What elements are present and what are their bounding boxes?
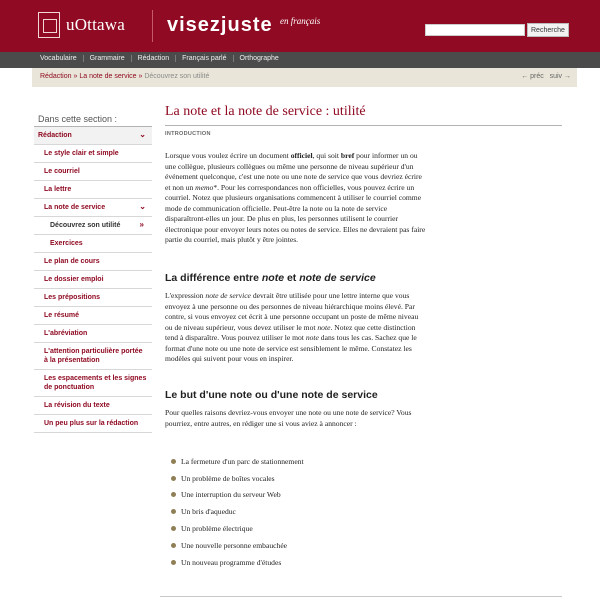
nav-grammaire[interactable]: Grammaire: [84, 55, 132, 62]
bullet-icon: [171, 459, 176, 464]
search-button[interactable]: Recherche: [527, 23, 569, 37]
next-link[interactable]: suiv →: [549, 73, 571, 80]
sidebar-item-label: Le courriel: [44, 168, 80, 175]
nav-redaction[interactable]: Rédaction: [132, 55, 177, 62]
text-run: *. Pour les correspondances non officielles, vous pouvez écrire un courriel. Notez que plusieurs organisations commencent à utiliser le courriel comme mode de communication officielle. Peut-être la note ou la note de service disparaîtront-elles un jour. De plus en plus, les personnes utilisent le courrier électronique pour envoyer leurs notes ou notes de service. Elles ne devraient pas faire partie du courriel, mais plutôt y être jointes.: [165, 182, 426, 244]
list-item-text: Un bris d'aqueduc: [181, 507, 236, 517]
list-item-text: Un problème de boîtes vocales: [181, 473, 275, 483]
list-item: [171, 554, 304, 571]
heading-difference: [165, 272, 376, 284]
sidebar-item[interactable]: [34, 217, 152, 235]
sidebar-item-label: La note de service: [44, 204, 106, 211]
crest-icon: [38, 12, 60, 38]
section-label: INTRODUCTION: [165, 131, 211, 137]
sidebar-item[interactable]: [34, 325, 152, 343]
text-run: note de service: [205, 291, 251, 300]
footer-rule: [160, 596, 562, 597]
breadcrumb-bar: [32, 68, 577, 87]
search-input[interactable]: [425, 24, 525, 36]
sidebar-item-label: Le résumé: [44, 312, 80, 319]
sidebar-item[interactable]: [34, 199, 152, 217]
prev-link[interactable]: ← préc: [521, 73, 544, 80]
text-run: Lorsque vous voulez écrire un document: [165, 151, 291, 160]
chevron-down-icon: ⌄: [139, 202, 146, 211]
text-run: note: [261, 272, 285, 284]
sidebar-item[interactable]: [34, 235, 152, 253]
sidebar: [34, 127, 152, 433]
list-item-text: Un problème électrique: [181, 524, 253, 534]
text-run: note: [305, 333, 319, 342]
text-run: note de service: [299, 272, 376, 284]
sidebar-item-label: Le plan de cours: [44, 258, 100, 265]
sidebar-item[interactable]: [34, 181, 152, 199]
list-item: [171, 487, 304, 504]
bullet-icon: [171, 526, 176, 531]
sidebar-title: Dans cette section :: [38, 114, 118, 124]
sidebar-item-label: Rédaction: [38, 132, 72, 139]
sidebar-item[interactable]: [34, 253, 152, 271]
nav-vocabulaire[interactable]: Vocabulaire: [40, 55, 84, 62]
difference-paragraph: [165, 291, 427, 365]
list-item: [171, 470, 304, 487]
sidebar-item-label: Les espacements et les signes de ponctuation: [44, 375, 147, 391]
text-run: officiel: [290, 151, 313, 160]
heading-purpose: Le but d'une note ou d'une note de service: [165, 389, 378, 401]
bullet-icon: [171, 509, 176, 514]
sidebar-item-label: Découvrez son utilité: [50, 222, 121, 229]
text-run: note: [317, 322, 331, 332]
text-run: La différence entre: [165, 272, 262, 284]
intro-paragraph: [165, 151, 427, 246]
list-item: [171, 453, 304, 470]
bullet-icon: [171, 476, 176, 481]
sidebar-item[interactable]: [34, 343, 152, 370]
sidebar-item-label: Exercices: [50, 240, 83, 247]
sidebar-item[interactable]: [34, 397, 152, 415]
sidebar-item[interactable]: [34, 307, 152, 325]
text-run: memo: [195, 182, 214, 192]
sidebar-item-label: Les prépositions: [44, 294, 101, 301]
breadcrumb-separator: »: [73, 73, 78, 80]
sidebar-item[interactable]: [34, 370, 152, 397]
text-run: et: [284, 272, 300, 284]
title-rule: [165, 125, 562, 126]
sidebar-item[interactable]: [34, 415, 152, 433]
text-run: . Notez que cette distinction tend à disparaître. Vous pouvez utiliser le mot: [165, 322, 416, 342]
current-arrow-icon: »: [139, 220, 144, 229]
bullet-icon: [171, 543, 176, 548]
sidebar-item[interactable]: [34, 127, 152, 145]
sidebar-item-label: La révision du texte: [44, 402, 110, 409]
main-nav: [0, 52, 600, 68]
list-item: [171, 503, 304, 520]
brand-logo[interactable]: visezjuste: [167, 14, 273, 36]
text-run: devrait être utilisée pour une lettre interne que vous envoyez à une personne ou des personnes de niveau hiérarchique moins élevé. Par contre, si vous envoyez cet écrit à une personne occupant un poste de même niveau ou de niveau supérieur, vous devez utiliser le mot: [165, 291, 419, 332]
sidebar-item-label: Le style clair et simple: [44, 150, 119, 157]
sidebar-item-label: L'abréviation: [44, 330, 88, 337]
list-item-text: Une interruption du serveur Web: [181, 490, 281, 500]
sidebar-item[interactable]: [34, 289, 152, 307]
sidebar-item[interactable]: [34, 271, 152, 289]
sidebar-item-label: Le dossier emploi: [44, 276, 104, 283]
sidebar-item-label: Un peu plus sur la rédaction: [44, 420, 139, 427]
sidebar-item[interactable]: [34, 163, 152, 181]
text-run: pour informer un ou une collègue, plusieurs collègues ou même une personne de niveau supérieur d'un événement quelconque, c'est une note ou une note de service que vous devriez écrire et non un: [165, 151, 422, 192]
brand-subtitle: en français: [280, 16, 321, 26]
breadcrumb-note-de-service[interactable]: La note de service: [79, 73, 137, 80]
breadcrumb: [40, 73, 209, 80]
breadcrumb-separator: »: [138, 73, 143, 80]
chevron-down-icon: ⌄: [139, 130, 146, 139]
university-name: uOttawa: [66, 15, 125, 34]
purpose-paragraph: Pour quelles raisons devriez-vous envoyer une note ou une note de service? Vous pourriez, entre autres, en rédiger une si vous aviez à annoncer :: [165, 408, 412, 428]
page-title: La note et la note de service : utilité: [165, 104, 366, 119]
breadcrumb-current: Découvrez son utilité: [144, 73, 210, 80]
prev-next: [521, 73, 571, 80]
bullet-icon: [171, 492, 176, 497]
breadcrumb-redaction[interactable]: Rédaction: [40, 73, 72, 80]
list-item-text: La fermeture d'un parc de stationnement: [181, 456, 304, 466]
text-run: dans tous les cas. Sachez que le format d'une note ou une note de service est sensiblement le même. Constatez les modèles qui suivent pour vous en inspirer.: [165, 333, 417, 363]
list-item: [171, 537, 304, 554]
main-content: [165, 104, 562, 567]
sidebar-item[interactable]: [34, 145, 152, 163]
uottawa-logo[interactable]: [38, 12, 125, 38]
sidebar-item-label: La lettre: [44, 186, 72, 193]
text-run: bref: [340, 151, 355, 160]
list-item: [171, 520, 304, 537]
reasons-list: [171, 453, 304, 571]
site-header: [0, 0, 600, 52]
list-item-text: Une nouvelle personne embauchée: [181, 540, 288, 550]
text-run: , qui soit: [312, 151, 341, 160]
list-item-text: Un nouveau programme d'études: [181, 557, 282, 567]
bullet-icon: [171, 560, 176, 565]
nav-francais-parle[interactable]: Français parlé: [176, 55, 233, 62]
header-divider: [152, 10, 153, 42]
nav-orthographe[interactable]: Orthographe: [239, 55, 279, 62]
text-run: L'expression: [165, 291, 206, 300]
sidebar-item-label: L'attention particulière portée à la présentation: [44, 348, 143, 364]
